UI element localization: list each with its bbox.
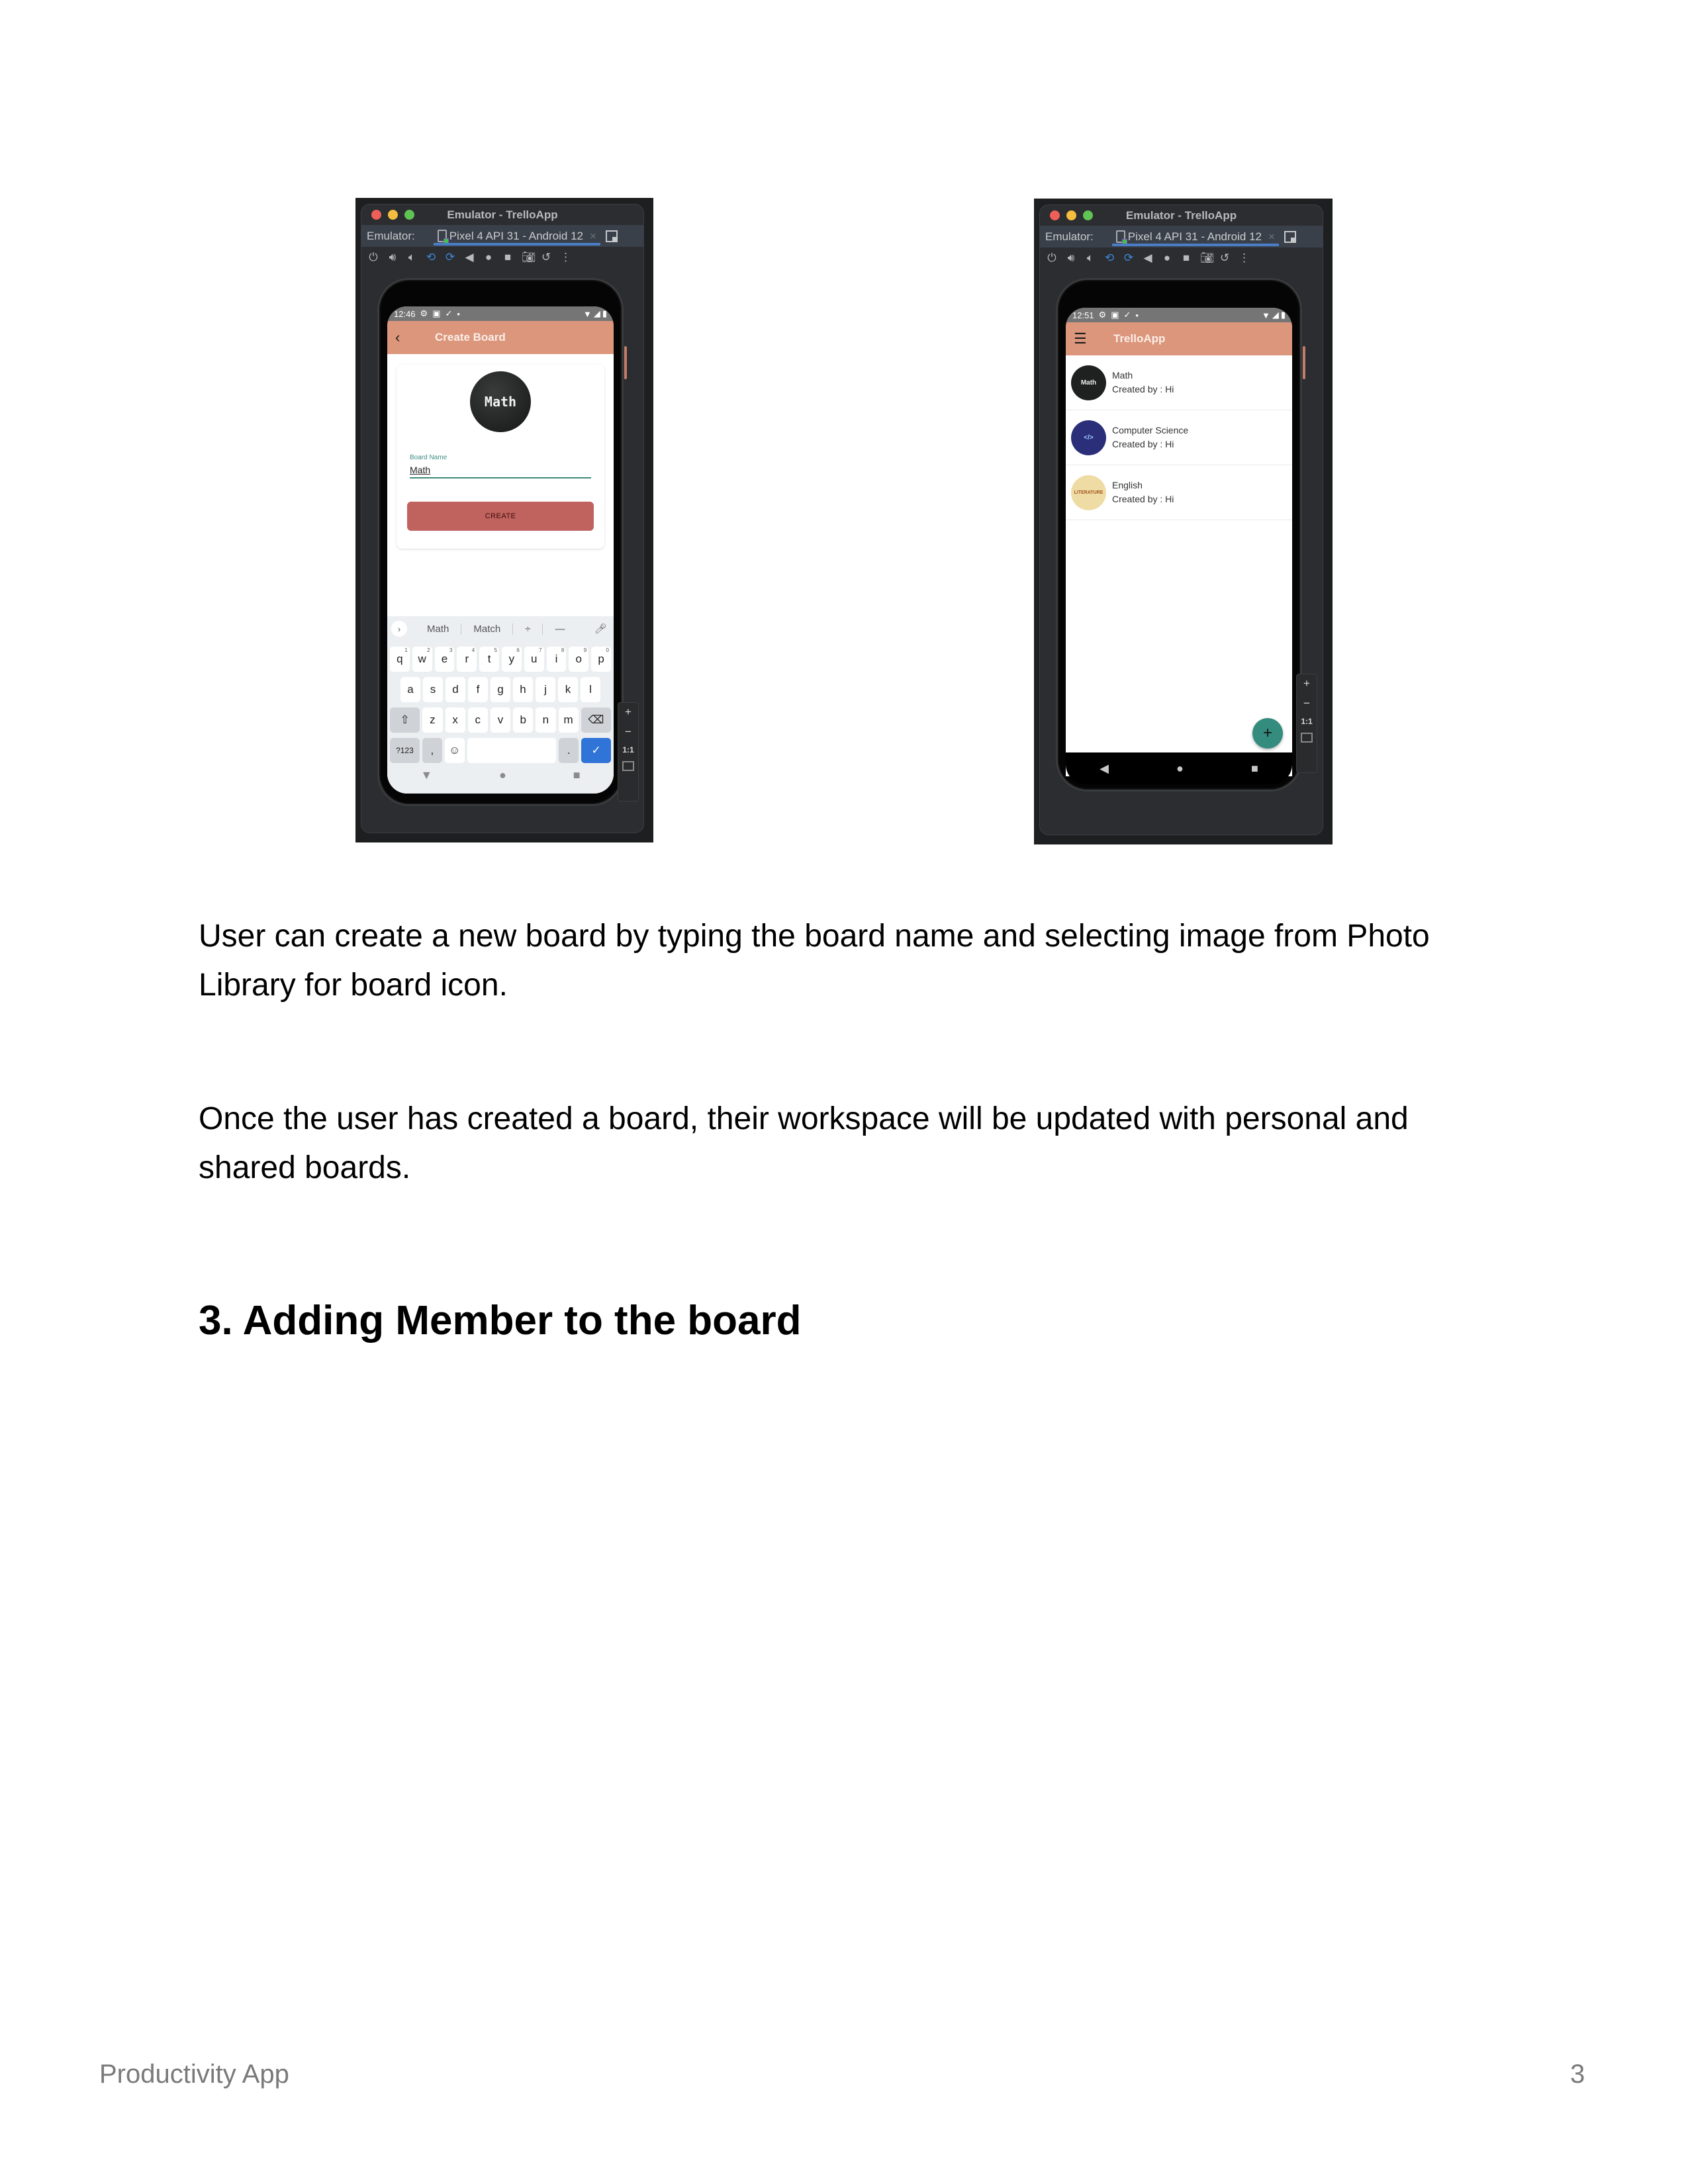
key[interactable]: u $^7$ (524, 647, 544, 672)
key[interactable]: n (536, 707, 555, 733)
key[interactable]: l (581, 677, 600, 702)
device-icon (438, 230, 447, 242)
zoom-fit-icon[interactable] (622, 761, 634, 771)
board-avatar: </> (1071, 420, 1106, 455)
suggestion-item[interactable]: Math (415, 623, 461, 635)
dot-icon: • (457, 308, 460, 319)
emoji-key[interactable]: ☺ (445, 738, 465, 763)
emulator-board-list (1034, 199, 1333, 844)
nav-home-icon[interactable]: ● (1176, 761, 1184, 775)
status-bar (1066, 308, 1292, 322)
board-list-item[interactable] (1066, 355, 1292, 410)
emulator-window (1039, 205, 1323, 835)
more-icon[interactable]: ⋮ (560, 250, 571, 263)
wifi-icon: ▼ (583, 308, 592, 319)
period-key[interactable]: . (559, 738, 579, 763)
nav-home-icon[interactable]: ● (499, 768, 506, 782)
create-button[interactable]: CREATE (407, 502, 594, 531)
backspace-key[interactable]: ⌫ (581, 707, 611, 733)
phone-screen (387, 306, 614, 794)
key[interactable]: j (536, 677, 555, 702)
camera-icon[interactable]: 📷︎ (1200, 251, 1215, 264)
key[interactable]: e $^3$ (435, 647, 455, 672)
board-creator: Created by : Hi (1112, 494, 1174, 504)
emulator-label: Emulator: (367, 229, 415, 242)
zoom-actual-size-button[interactable]: 1:1 (622, 745, 634, 754)
volume-up-icon[interactable]: 🔊︎ (1067, 251, 1075, 264)
wifi-icon: ▼ (1261, 310, 1270, 320)
board-avatar: LITERATURE (1071, 475, 1106, 510)
key[interactable]: t $^5$ (479, 647, 499, 672)
board-list (1066, 355, 1292, 520)
device-icon (1116, 230, 1125, 243)
shift-key[interactable]: ⇧ (390, 707, 420, 733)
home-icon[interactable]: ● (1163, 251, 1171, 264)
zoom-actual-size-button[interactable]: 1:1 (1301, 717, 1313, 726)
volume-down-icon[interactable]: 🔈︎ (1086, 251, 1094, 264)
symbols-key[interactable]: ?123 (390, 738, 420, 763)
done-key[interactable]: ✓ (581, 738, 611, 763)
soft-keyboard (387, 616, 614, 794)
key[interactable]: k (558, 677, 578, 702)
notification-icon: ▣ (1111, 310, 1119, 320)
android-nav-bar (387, 763, 614, 787)
space-key[interactable] (467, 738, 557, 763)
nav-back-icon[interactable]: ◀ (1100, 761, 1109, 775)
window-mode-icon[interactable] (606, 230, 618, 242)
camera-icon[interactable]: 📷︎ (522, 250, 536, 263)
emulator-toolbar (1040, 248, 1323, 267)
board-avatar: Math (1071, 365, 1106, 400)
emulator-create-board (355, 198, 653, 842)
keyboard-row-4 (387, 738, 614, 763)
rotate-right-icon[interactable]: ⟳ (445, 250, 455, 263)
minus-icon[interactable]: — (555, 623, 565, 635)
key[interactable]: h (513, 677, 533, 702)
create-board-card (397, 365, 604, 549)
board-list-item[interactable] (1066, 410, 1292, 465)
footer-title: Productivity App (99, 2060, 289, 2089)
zoom-out-button[interactable]: − (1303, 697, 1310, 709)
snapshot-icon[interactable]: ↺ (541, 250, 551, 263)
overview-icon[interactable]: ■ (504, 250, 512, 263)
emulator-toolbar (361, 247, 643, 267)
key[interactable]: r $^4$ (457, 647, 477, 672)
suggestion-item[interactable]: Match (461, 623, 513, 635)
hamburger-menu-icon[interactable]: ☰ (1074, 330, 1087, 347)
app-bar (1066, 322, 1292, 355)
board-creator: Created by : Hi (1112, 384, 1174, 394)
nav-recents-icon[interactable]: ■ (573, 768, 581, 782)
zoom-controls (1296, 674, 1317, 773)
add-board-fab[interactable]: + (1252, 718, 1283, 749)
signal-icon: ◢ (1272, 310, 1279, 320)
paragraph-workspace-update: Once the user has created a board, their workspace will be updated with personal and shared boards. (199, 1101, 1409, 1185)
key[interactable]: f (468, 677, 488, 702)
chevron-right-icon[interactable]: › (391, 621, 407, 637)
emulator-window (361, 204, 644, 833)
zoom-in-button[interactable]: + (1303, 677, 1310, 690)
zoom-controls (618, 702, 639, 801)
close-tab-icon[interactable]: × (1268, 230, 1275, 243)
volume-down-icon[interactable]: 🔈︎ (408, 250, 416, 263)
window-title: Emulator - TrelloApp (447, 208, 558, 221)
window-mode-icon[interactable] (1284, 231, 1296, 243)
suggestion-strip (387, 616, 614, 641)
download-icon: ✓ (1123, 310, 1131, 320)
section-heading: 3. Adding Member to the board (199, 1298, 802, 1343)
page-number: 3 (1570, 2060, 1585, 2089)
app-bar-title: Create Board (435, 331, 506, 343)
settings-icon: ⚙ (420, 308, 428, 318)
keyboard-row-2 (387, 677, 614, 702)
board-image-picker[interactable] (470, 371, 531, 432)
nav-recents-icon[interactable]: ■ (1251, 761, 1258, 775)
snapshot-icon[interactable]: ↺ (1219, 251, 1230, 264)
rotate-left-icon[interactable]: ⟲ (426, 250, 436, 263)
window-titlebar (361, 205, 643, 225)
power-icon[interactable]: ⏻ (369, 250, 378, 263)
status-bar (387, 306, 614, 321)
emulator-tabbar (361, 225, 643, 247)
back-icon[interactable]: ◀ (465, 250, 474, 263)
battery-icon: ▮ (1280, 310, 1286, 320)
device-tab[interactable] (434, 225, 600, 247)
emulator-label: Emulator: (1045, 230, 1094, 243)
board-name-input[interactable] (410, 463, 591, 478)
key[interactable]: d (445, 677, 465, 702)
board-name-label: Board Name (410, 454, 447, 461)
phone-frame (1056, 278, 1302, 792)
back-arrow-icon[interactable]: ‹ (395, 329, 400, 345)
download-icon: ✓ (445, 308, 453, 318)
nav-back-icon[interactable]: ▼ (420, 768, 433, 782)
more-icon[interactable]: ⋮ (1239, 251, 1250, 264)
device-tab-label: Pixel 4 API 31 - Android 12 (449, 229, 583, 242)
rotate-right-icon[interactable]: ⟳ (1123, 251, 1134, 264)
zoom-out-button[interactable]: − (625, 725, 632, 738)
rotate-left-icon[interactable]: ⟲ (1104, 251, 1115, 264)
zoom-in-button[interactable]: + (625, 705, 632, 718)
key[interactable]: z (422, 707, 442, 733)
key[interactable]: m (559, 707, 579, 733)
home-icon[interactable]: ● (485, 250, 492, 263)
battery-icon: ▮ (602, 308, 607, 318)
status-time: 12:46 (394, 308, 416, 319)
back-icon[interactable]: ◀ (1143, 251, 1152, 264)
key[interactable]: x (445, 707, 465, 733)
window-titlebar (1040, 205, 1323, 226)
zoom-fit-icon[interactable] (1301, 733, 1313, 743)
key[interactable]: g (491, 677, 510, 702)
key[interactable]: q $^1$ (390, 647, 410, 672)
key[interactable]: i $^8$ (547, 647, 567, 672)
key[interactable]: a (400, 677, 420, 702)
app-bar-title: TrelloApp (1113, 332, 1166, 345)
settings-icon: ⚙ (1098, 310, 1107, 320)
device-tab[interactable] (1112, 226, 1279, 248)
phone-side-button (1303, 346, 1305, 379)
comma-key[interactable]: , (422, 738, 442, 763)
phone-side-button (624, 346, 627, 379)
window-title: Emulator - TrelloApp (1125, 209, 1237, 222)
board-name: Math (1112, 370, 1133, 381)
key[interactable]: o $^9$ (569, 647, 588, 672)
app-bar (387, 321, 614, 354)
board-creator: Created by : Hi (1112, 439, 1174, 449)
board-list-item[interactable] (1066, 465, 1292, 520)
board-image-label: Math (484, 394, 517, 410)
paragraph-create-board: User can create a new board by typing the board name and selecting image from Photo Library for board icon. (199, 919, 1430, 1003)
key[interactable]: w $^2$ (412, 647, 432, 672)
keyboard-row-1 (387, 647, 614, 672)
phone-screen (1066, 308, 1292, 776)
key[interactable]: p $^0$ (591, 647, 611, 672)
overview-icon[interactable]: ■ (1182, 251, 1190, 264)
divide-icon[interactable]: ÷ (513, 623, 543, 635)
key[interactable]: c (468, 707, 488, 733)
board-name: Computer Science (1112, 425, 1189, 435)
device-tab-label: Pixel 4 API 31 - Android 12 (1127, 230, 1262, 243)
key[interactable]: y $^6$ (502, 647, 522, 672)
board-name: English (1112, 480, 1143, 490)
power-icon[interactable]: ⏻ (1047, 251, 1056, 264)
dot-icon: • (1135, 310, 1139, 320)
signal-icon: ◢ (593, 308, 600, 318)
microphone-icon[interactable]: 🎤︎ (594, 623, 607, 635)
phone-frame (377, 278, 624, 806)
volume-up-icon[interactable]: 🔊︎ (389, 250, 397, 263)
notification-icon: ▣ (432, 308, 441, 318)
keyboard-row-3 (387, 707, 614, 733)
emulator-tabbar (1040, 226, 1323, 248)
close-tab-icon[interactable]: × (590, 229, 596, 242)
key[interactable]: v (491, 707, 510, 733)
status-time: 12:51 (1072, 310, 1094, 320)
key[interactable]: s (423, 677, 443, 702)
key[interactable]: b (513, 707, 533, 733)
android-nav-bar (1066, 752, 1292, 784)
